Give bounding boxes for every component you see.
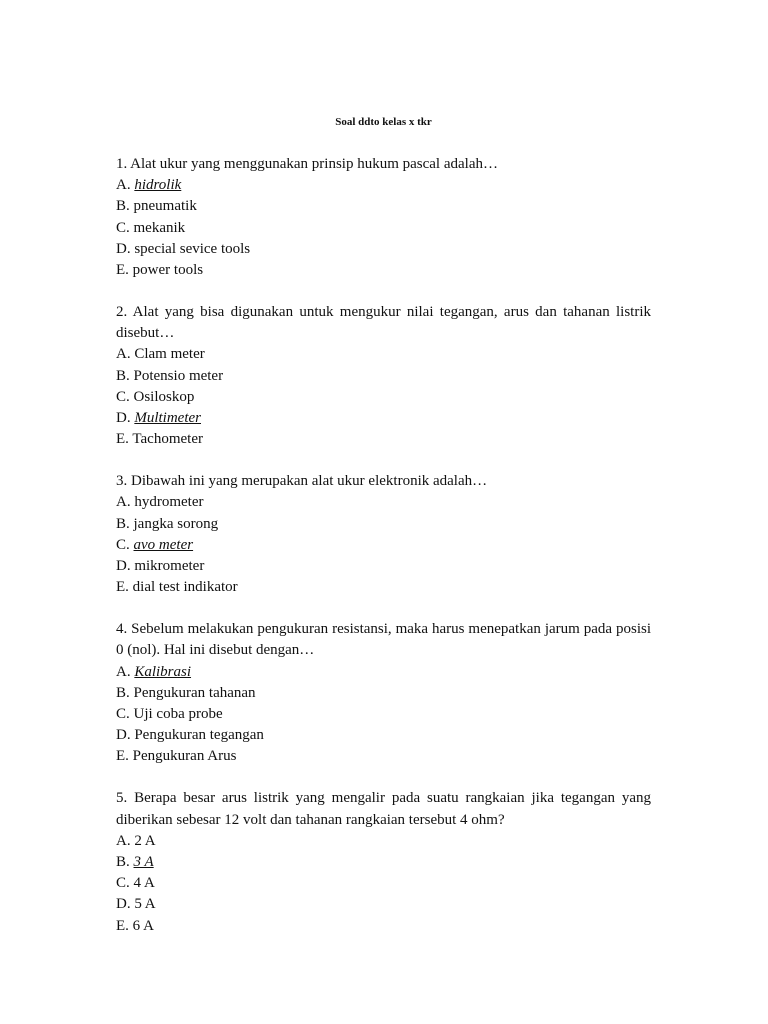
question-text: 5. Berapa besar arus listrik yang mengalir pada suatu rangkaian jika tegangan yang diberikan sebesar 12 volt dan tahanan rangkaian tersebut 4 ohm?: [116, 790, 651, 828]
option-text: Osiloskop: [133, 388, 195, 405]
question-text: 3. Dibawah ini yang merupakan alat ukur elektronik adalah…: [116, 473, 488, 490]
correct-answer-text: Multimeter: [134, 410, 201, 427]
option-letter: A.: [116, 832, 135, 849]
option-letter: E.: [116, 579, 133, 596]
document-page: [116, 112, 651, 958]
answer-option: [116, 873, 651, 894]
answer-option: [116, 894, 651, 915]
option-letter: A.: [116, 177, 135, 194]
question-1: [116, 154, 651, 281]
option-text: hydrometer: [134, 494, 204, 511]
answer-option: [116, 577, 651, 598]
answer-option: [116, 344, 651, 365]
option-text: Pengukuran tahanan: [133, 684, 256, 701]
option-letter: B.: [116, 515, 134, 532]
answer-option: [116, 260, 651, 281]
option-letter: C.: [116, 219, 134, 236]
option-letter: C.: [116, 706, 134, 723]
option-letter: E.: [116, 262, 133, 279]
option-text: Pengukuran tegangan: [134, 727, 264, 744]
option-letter: D.: [116, 558, 135, 575]
document-title: Soal ddto kelas x tkr: [335, 116, 432, 128]
option-letter: C.: [116, 388, 134, 405]
option-letter: A.: [116, 346, 135, 363]
answer-option: [116, 746, 651, 767]
answer-option: [116, 218, 651, 239]
answer-option: [116, 704, 651, 725]
option-letter: E.: [116, 431, 133, 448]
answer-option: [116, 683, 651, 704]
option-text: mikrometer: [134, 558, 205, 575]
question-5: [116, 788, 651, 936]
option-letter: D.: [116, 410, 135, 427]
answer-option: [116, 408, 651, 429]
correct-answer-text: 3 A: [133, 854, 154, 871]
option-letter: E.: [116, 917, 133, 934]
answer-option: [116, 366, 651, 387]
answer-option: [116, 831, 651, 852]
option-text: Uji coba probe: [133, 706, 223, 723]
correct-answer-text: avo meter: [133, 536, 194, 553]
answer-option: [116, 239, 651, 260]
option-text: Potensio meter: [133, 367, 224, 384]
question-text: 4. Sebelum melakukan pengukuran resistansi, maka harus menepatkan jarum pada posisi 0 (nol). Hal ini disebut dengan…: [116, 621, 651, 659]
answer-option: [116, 556, 651, 577]
option-text: 2 A: [134, 832, 156, 849]
answer-option: [116, 662, 651, 683]
option-text: jangka sorong: [133, 515, 219, 532]
option-text: pneumatik: [133, 198, 197, 215]
option-text: mekanik: [133, 219, 186, 236]
answer-option: [116, 175, 651, 196]
question-list: [116, 154, 651, 937]
option-letter: B.: [116, 854, 134, 871]
question-text: 1. Alat ukur yang menggunakan prinsip hukum pascal adalah…: [116, 156, 498, 172]
option-letter: B.: [116, 198, 134, 215]
option-letter: A.: [116, 663, 135, 680]
answer-option: [116, 196, 651, 217]
answer-option: [116, 916, 651, 937]
option-text: special sevice tools: [134, 240, 251, 257]
option-text: Clam meter: [134, 346, 205, 363]
answer-option: [116, 387, 651, 408]
option-text: 6 A: [132, 917, 154, 934]
option-text: Tachometer: [132, 431, 203, 448]
question-2: [116, 302, 651, 450]
option-text: 4 A: [133, 875, 155, 892]
answer-option: [116, 514, 651, 535]
option-letter: C.: [116, 536, 134, 553]
question-text: 2. Alat yang bisa digunakan untuk mengukur nilai tegangan, arus dan tahanan listrik disebut…: [116, 304, 651, 342]
answer-option: [116, 429, 651, 450]
answer-option: [116, 852, 651, 873]
question-3: [116, 471, 651, 598]
option-text: dial test indikator: [132, 579, 238, 596]
answer-option: [116, 725, 651, 746]
option-letter: A.: [116, 494, 135, 511]
question-4: [116, 619, 651, 767]
option-letter: E.: [116, 748, 133, 765]
option-text: 5 A: [134, 896, 156, 913]
option-text: power tools: [132, 262, 204, 279]
option-letter: B.: [116, 684, 134, 701]
option-letter: B.: [116, 367, 134, 384]
correct-answer-text: hidrolik: [134, 177, 182, 194]
answer-option: [116, 535, 651, 556]
option-letter: D.: [116, 727, 135, 744]
option-letter: D.: [116, 240, 135, 257]
answer-option: [116, 492, 651, 513]
option-text: Pengukuran Arus: [132, 748, 237, 765]
correct-answer-text: Kalibrasi: [134, 663, 192, 680]
option-letter: D.: [116, 896, 135, 913]
option-letter: C.: [116, 875, 134, 892]
